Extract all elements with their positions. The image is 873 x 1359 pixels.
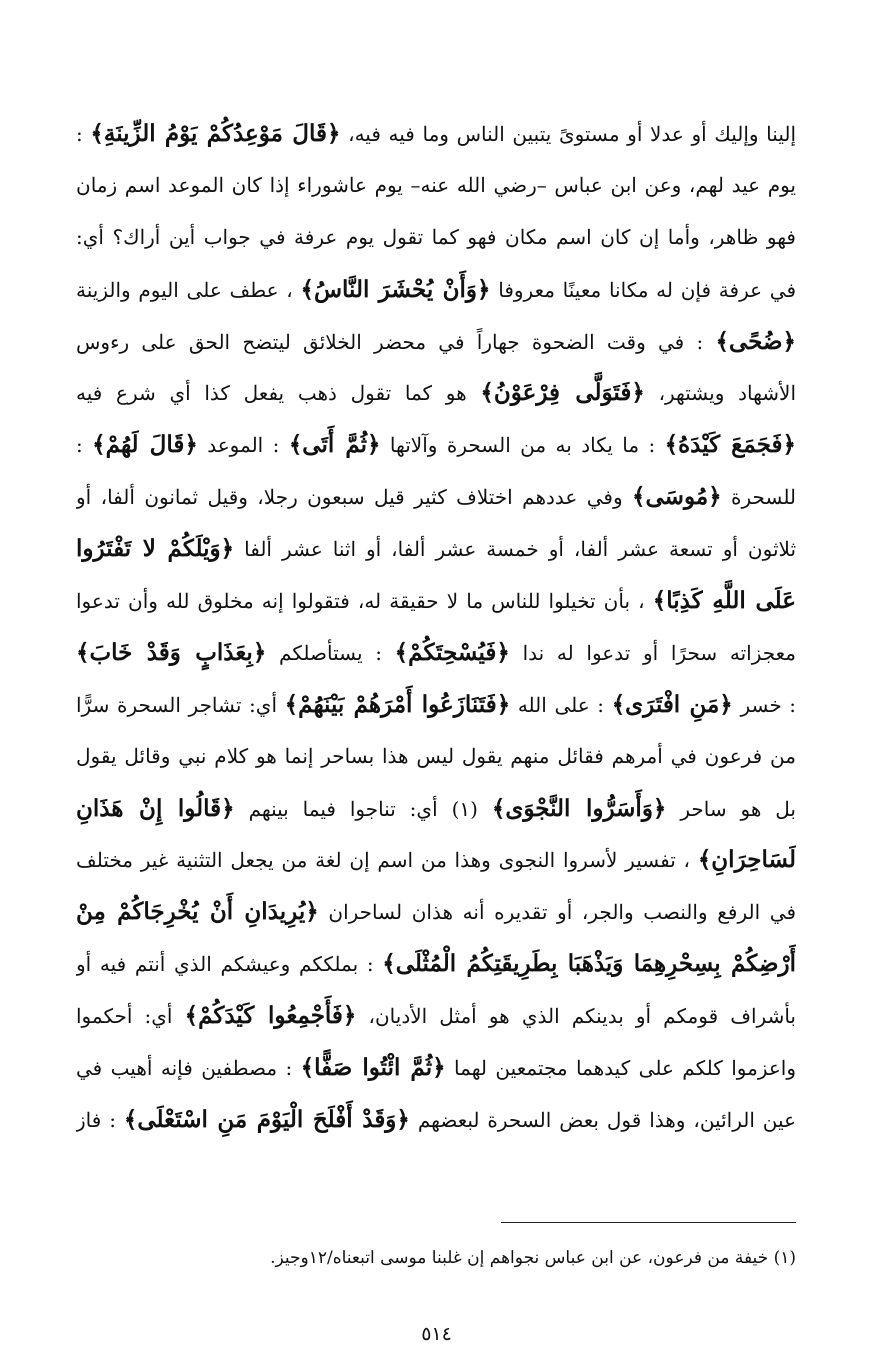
quran-quote: ﴿يُرِيدَانِ أَنْ يُخْرِجَاكُمْ مِنْ xyxy=(76,898,319,926)
commentary-text: يوم عيد لهم، وعن ابن عباس –رضي الله عنه– يوم عاشوراء إذا كان الموعد اسم زمان xyxy=(76,172,796,197)
commentary-text: : على الله xyxy=(517,692,605,717)
quran-quote: ﴿فَأَجْمِعُوا كَيْدَكُمْ﴾ xyxy=(184,1002,357,1030)
commentary-text: معجزاته سحرًا أو تدعوا له ندا xyxy=(522,640,796,665)
text-line xyxy=(76,990,796,1042)
commentary-text: : xyxy=(76,433,83,458)
commentary-text: واعزموا كلكم على كيدهما مجتمعين لهما xyxy=(454,1056,796,1081)
text-line xyxy=(76,212,796,264)
page-number: ٥١٤ xyxy=(421,1323,452,1345)
text-line xyxy=(76,834,796,886)
quran-quote: ﴿وَأَنْ يُحْشَرَ النَّاسُ﴾ xyxy=(300,275,491,303)
commentary-text: : يستأصلكم xyxy=(279,640,382,665)
text-line xyxy=(76,419,796,471)
text-line xyxy=(76,1042,796,1094)
footnote-separator xyxy=(501,1222,796,1223)
text-line xyxy=(76,523,796,575)
commentary-text: أي: تناجوا فيما بينهم xyxy=(248,796,438,821)
text-line xyxy=(76,575,796,627)
quran-quote: ﴿فَتَنَازَعُوا أَمْرَهُمْ بَيْنَهُمْ﴾ xyxy=(284,690,511,718)
quran-quote: ﴿فَجَمَعَ كَيْدَهُ﴾ xyxy=(664,431,796,459)
quran-quote: ﴿مَنِ افْتَرَى﴾ xyxy=(611,690,733,718)
commentary-text: : فاز xyxy=(76,1107,116,1132)
commentary-text: : بملككم وعيشكم الذي أنتم فيه أو xyxy=(76,952,374,977)
commentary-text: بأشراف قومكم أو بدينكم الذي هو أمثل الأديان، xyxy=(368,1004,796,1029)
quran-quote: ﴿مُوسَى﴾ xyxy=(632,483,722,511)
commentary-text: عين الرائين، وهذا قول بعض السحرة لبعضهم xyxy=(417,1107,796,1132)
commentary-text: أي: تشاجر السحرة سرًّا xyxy=(76,692,278,717)
text-line xyxy=(76,731,796,783)
commentary-text: : في وقت الضحوة جهاراً في محضر الخلائق ليتضح الحق على رءوس xyxy=(76,329,704,354)
text-line xyxy=(76,938,796,990)
commentary-text: للسحرة xyxy=(731,485,796,510)
text-line xyxy=(76,160,796,212)
text-line xyxy=(76,264,796,316)
text-line xyxy=(76,886,796,938)
quran-quote: ﴿قَالَ لَهُمْ﴾ xyxy=(92,431,198,459)
commentary-text: هو كما تقول ذهب يفعل كذا أي شرع فيه xyxy=(76,381,467,406)
body-text xyxy=(76,108,796,1146)
quran-quote: أَرْضِكُمْ بِسِحْرِهِمَا وَيَذْهَبَا بِطَرِيقَتِكُمُ الْمُثْلَى﴾ xyxy=(382,950,796,978)
quran-quote: ﴿ضُحًى﴾ xyxy=(715,327,796,355)
commentary-text: ، عطف على اليوم والزينة xyxy=(76,277,293,302)
quran-quote: ﴿وَقَدْ أَفْلَحَ الْيَوْمَ مَنِ اسْتَعْلَى﴾ xyxy=(123,1105,410,1133)
text-line xyxy=(76,679,796,731)
commentary-text: إلينا وإليك أو عدلا أو مستوىً يتبين الناس وما فيه فيه، xyxy=(348,122,796,146)
quran-quote: لَسَاحِرَانِ﴾ xyxy=(697,846,796,874)
commentary-text: (١) xyxy=(451,796,478,821)
text-line xyxy=(76,316,796,368)
quran-quote: ﴿وَيْلَكُمْ لا تَفْتَرُوا xyxy=(76,535,235,563)
text-line xyxy=(76,471,796,523)
commentary-text: : مصطفين فإنه أهيب في xyxy=(76,1056,293,1081)
quran-quote: ﴿وَأَسَرُّوا النَّجْوَى﴾ xyxy=(491,794,667,822)
commentary-text: فهو ظاهر، وأما إن كان اسم مكان فهو كما تقول يوم عرفة في جواب أين أراك؟ أي: xyxy=(76,224,796,249)
text-line xyxy=(76,783,796,835)
commentary-text: في الرفع والنصب والجر، أو تقديره أنه هذان لساحران xyxy=(328,900,796,925)
commentary-text: ، بأن تخيلوا للناس ما لا حقيقة له، فتقولوا إنه مخلوق لله وأن تدعوا xyxy=(76,589,645,614)
commentary-text: في عرفة فإن له مكانا معينًا معروفا xyxy=(498,277,796,302)
commentary-text: : الموعد xyxy=(207,433,280,458)
text-line xyxy=(76,367,796,419)
commentary-text: : خسر xyxy=(740,692,796,717)
commentary-text: : ما يكاد به من السحرة وآلاتها xyxy=(389,433,656,458)
quran-quote: ﴿قَالَ مَوْعِدُكُمْ يَوْمُ الزِّينَةِ﴾ xyxy=(90,120,341,147)
quran-quote: ﴿فَيُسْحِتَكُمْ﴾ xyxy=(394,638,510,666)
commentary-text: بل هو ساحر xyxy=(680,796,796,821)
commentary-text: : xyxy=(76,122,83,146)
commentary-text: ثلاثون أو تسعة عشر ألفا، أو خمسة عشر ألفا، أو اثنا عشر ألفا xyxy=(244,537,796,562)
commentary-text: من فرعون في أمرهم فقائل منهم يقول ليس هذا بساحر إنما هو كلام نبي وقائل يقول xyxy=(76,743,796,768)
text-line xyxy=(76,1094,796,1146)
commentary-text: الأشهاد ويشتهر، xyxy=(658,381,796,406)
quran-quote: عَلَى اللَّهِ كَذِبًا﴾ xyxy=(652,587,796,615)
quran-quote: ﴿قَالُوا إِنْ هَذَانِ xyxy=(76,794,235,822)
commentary-text: ، تفسير لأسروا النجوى وهذا من اسم إن لغة من يجعل التثنية غير مختلف xyxy=(76,848,691,873)
text-line xyxy=(76,627,796,679)
quran-quote: ﴿فَتَوَلَّى فِرْعَوْنُ﴾ xyxy=(480,379,645,407)
quran-quote: ﴿ثُمَّ أَتَى﴾ xyxy=(288,431,381,459)
quran-quote: ﴿ثُمَّ ائْتُوا صَفًّا﴾ xyxy=(300,1054,446,1082)
commentary-text: أي: أحكموا xyxy=(76,1004,173,1029)
footnote: (١) خيفة من فرعون، عن ابن عباس نجواهم إن غلبنا موسى اتبعناه/١٢وجيز. xyxy=(270,1248,796,1268)
commentary-text: وفي عددهم اختلاف كثير قيل سبعون رجلا، وقيل ثمانون ألفا، أو xyxy=(76,485,623,510)
text-line xyxy=(76,108,796,160)
quran-quote: ﴿بِعَذَابٍ وَقَدْ خَابَ﴾ xyxy=(76,638,267,666)
